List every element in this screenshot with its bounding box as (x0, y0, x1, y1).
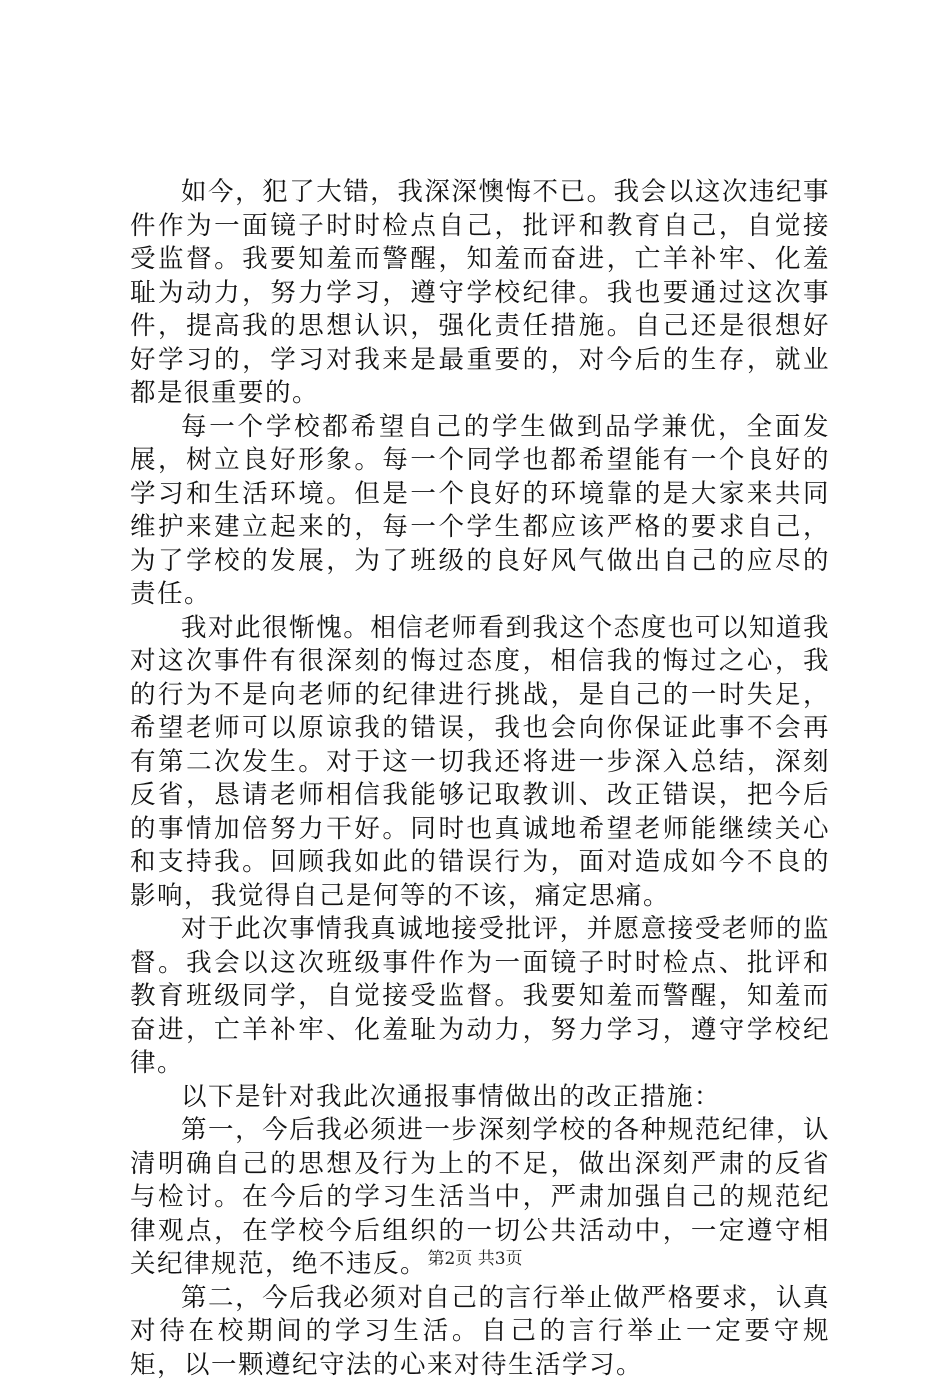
paragraph-2: 每一个学校都希望自己的学生做到品学兼优，全面发展，树立良好形象。每一个同学也都希望能有一个良好的学习和生活环境。但是一个良好的环境靠的是大家来共同维护来建立起来的，每一个学生都应该严格的要求自己，为了学校的发展，为了班级的良好风气做出自己的应尽的责任。 (130, 411, 830, 612)
paragraph-6: 第一，今后我必须进一步深刻学校的各种规范纪律，认清明确自己的思想及行为上的不足，做出深刻严肃的反省与检讨。在今后的学习生活当中，严肃加强自己的规范纪律观点，在学校今后组织的一切公共活动中，一定遵守相关纪律规范，绝不违反。 (130, 1114, 830, 1282)
paragraph-3: 我对此很惭愧。相信老师看到我这个态度也可以知道我对这次事件有很深刻的悔过态度，相信我的悔过之心，我的行为不是向老师的纪律进行挑战，是自己的一时失足，希望老师可以原谅我的错误，我也会向你保证此事不会再有第二次发生。对于这一切我还将进一步深入总结，深刻反省，恳请老师相信我能够记取教训、改正错误，把今后的事情加倍努力干好。同时也真诚地希望老师能继续关心和支持我。回顾我如此的错误行为，面对造成如今不良的影响，我觉得自己是何等的不该，痛定思痛。 (130, 612, 830, 914)
paragraph-1: 如今，犯了大错，我深深懊悔不已。我会以这次违纪事件作为一面镜子时时检点自己，批评和教育自己，自觉接受监督。我要知羞而警醒，知羞而奋进，亡羊补牢、化羞耻为动力，努力学习，遵守学校纪律。我也要通过这次事件，提高我的思想认识，强化责任措施。自己还是很想好好学习的，学习对我来是最重要的，对今后的生存，就业都是很重要的。 (130, 176, 830, 411)
page-number-footer: 第2页 共3页 (0, 1244, 950, 1269)
paragraph-5: 以下是针对我此次通报事情做出的改正措施： (130, 1081, 830, 1115)
document-body (130, 176, 830, 1382)
paragraph-7: 第二，今后我必须对自己的言行举止做严格要求，认真对待在校期间的学习生活。自己的言行举止一定要守规矩，以一颗遵纪守法的心来对待生活学习。 (130, 1282, 830, 1382)
paragraph-4: 对于此次事情我真诚地接受批评，并愿意接受老师的监督。我会以这次班级事件作为一面镜子时时检点、批评和教育班级同学，自觉接受监督。我要知羞而警醒，知羞而奋进，亡羊补牢、化羞耻为动力，努力学习，遵守学校纪律。 (130, 913, 830, 1081)
